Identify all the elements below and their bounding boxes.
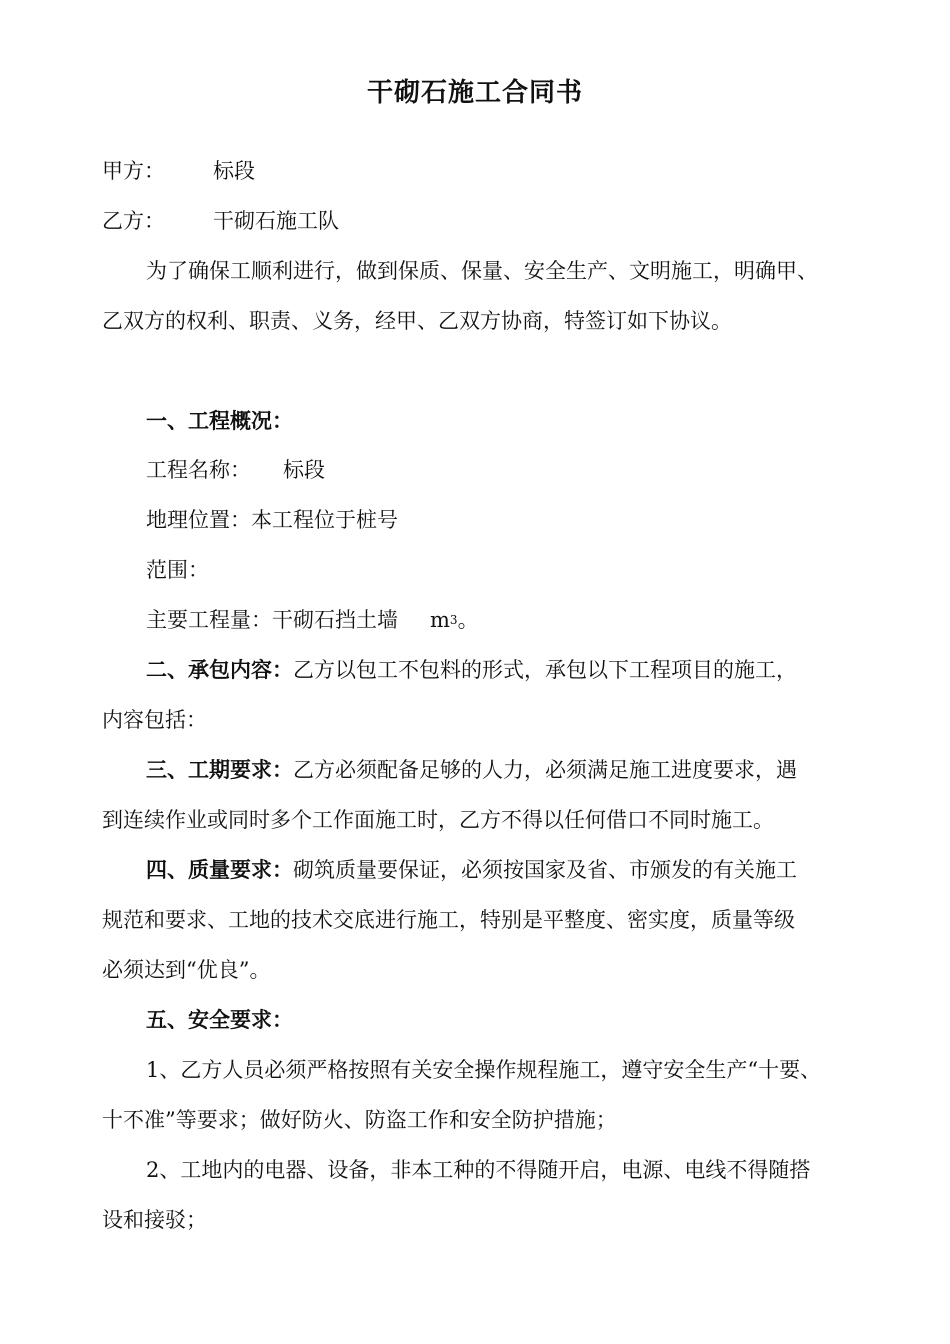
- section-4-line-2: 规范和要求、工地的技术交底进行施工，特别是平整度、密实度，质量等级: [102, 908, 795, 932]
- safety-item-2-line-1: 2、工地内的电器、设备，非本工种的不得随开启，电源、电线不得随搭: [146, 1158, 811, 1182]
- location-line: 地理位置：本工程位于桩号: [146, 508, 398, 532]
- party-b-label: 乙方：: [102, 209, 165, 233]
- quantity-unit-superscript: 3: [449, 613, 458, 627]
- section-3-line-1: [146, 755, 797, 785]
- quantity-row: [146, 605, 479, 635]
- quantity-end: 。: [457, 608, 479, 632]
- section-1-heading: 一、工程概况：: [146, 408, 293, 433]
- quantity-label: 主要工程量：干砌石挡土墙: [146, 608, 398, 632]
- intro-line-1: 为了确保工顺利进行，做到保质、保量、安全生产、文明施工，明确甲、: [146, 259, 818, 283]
- section-2-text: 乙方以包工不包料的形式，承包以下工程项目的施工，: [293, 658, 797, 682]
- safety-item-1-line-1: 1、乙方人员必须严格按照有关安全操作规程施工，遵守安全生产“十要、: [146, 1058, 822, 1082]
- project-name-value: 标段: [283, 458, 325, 482]
- intro-line-2: 乙双方的权利、职责、义务，经甲、乙双方协商，特签订如下协议。: [102, 309, 732, 333]
- document-title: 干砌石施工合同书: [366, 78, 583, 108]
- section-2-heading: 二、承包内容：: [146, 657, 293, 682]
- section-3-heading: 三、工期要求：: [146, 757, 293, 782]
- safety-item-1-line-2: 十不准”等要求；做好防火、防盗工作和安全防护措施；: [102, 1108, 617, 1132]
- section-4-line-3: 必须达到“优良”。: [102, 958, 271, 982]
- safety-item-2-line-2: 设和接驳；: [102, 1208, 207, 1232]
- section-3-line-2: 到连续作业或同时多个工作面施工时，乙方不得以任何借口不同时施工。: [102, 808, 774, 832]
- section-3-text: 乙方必须配备足够的人力，必须满足施工进度要求，遇: [293, 758, 797, 782]
- section-2-line-1: [146, 655, 797, 685]
- section-5-heading: 五、安全要求：: [146, 1007, 293, 1032]
- project-name-label: 工程名称：: [146, 458, 251, 482]
- scope-line: 范围：: [146, 558, 209, 582]
- party-a-value: 标段: [213, 159, 255, 183]
- section-2-line-2: 内容包括：: [102, 708, 207, 732]
- section-4-line-1: [146, 855, 797, 885]
- section-4-heading: 四、质量要求：: [146, 857, 293, 882]
- section-4-text: 砌筑质量要保证，必须按国家及省、市颁发的有关施工: [293, 858, 797, 882]
- party-b-value: 干砌石施工队: [213, 209, 339, 233]
- project-name-row: [146, 455, 325, 485]
- quantity-unit: m: [430, 608, 450, 632]
- party-a-label: 甲方：: [102, 159, 165, 183]
